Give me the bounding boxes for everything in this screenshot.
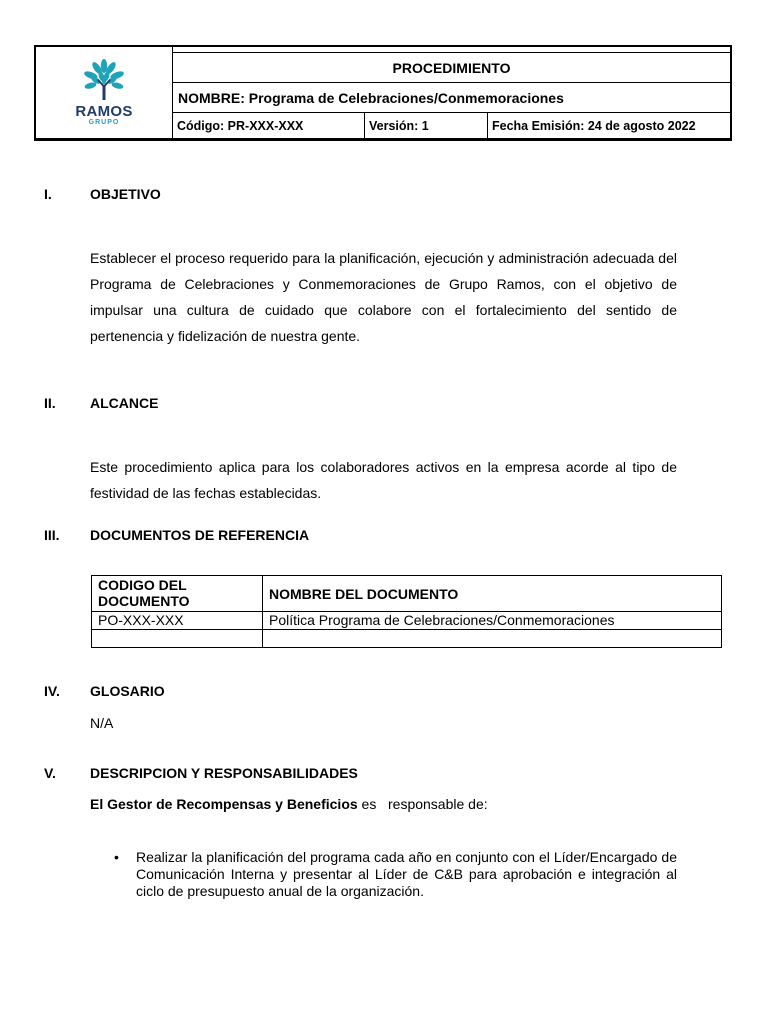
doc-version: Versión: 1 [365, 113, 488, 138]
section-heading-objetivo [44, 186, 161, 202]
doc-type-title: PROCEDIMIENTO [173, 52, 730, 83]
document-header [34, 45, 732, 141]
cell-code: PO-XXX-XXX [92, 612, 263, 630]
doc-issue-date: Fecha Emisión: 24 de agosto 2022 [492, 118, 696, 133]
doc-meta-row [173, 113, 730, 138]
section-title: ALCANCE [90, 395, 159, 411]
section-heading-alcance [44, 395, 158, 411]
cell-name: Política Programa de Celebraciones/Conmemoraciones [263, 612, 722, 630]
cell-code [92, 630, 263, 648]
alcance-text: Este procedimiento aplica para los colaboradores activos en la empresa acorde al tipo de festividad de las fechas establecidas. [90, 459, 677, 501]
section-number: III. [44, 527, 60, 543]
section-title: DESCRIPCION Y RESPONSABILIDADES [90, 765, 358, 781]
section-number: II. [44, 395, 56, 411]
cell-name [263, 630, 722, 648]
section-heading-documentos [44, 527, 309, 543]
responsible-line [90, 796, 488, 812]
section-title: DOCUMENTOS DE REFERENCIA [90, 527, 310, 543]
section-number: I. [44, 186, 52, 202]
company-logo [36, 47, 173, 138]
responsible-suffix: es responsable de: [357, 796, 488, 812]
glosario-text: N/A [90, 715, 114, 731]
responsible-role: El Gestor de Recompensas y Beneficios [90, 796, 358, 812]
section-number: IV. [44, 683, 60, 699]
column-header-name: NOMBRE DEL DOCUMENTO [263, 576, 722, 612]
list-item [114, 849, 677, 900]
table-row [92, 612, 722, 630]
list-item-text: Realizar la planificación del programa cada año en conjunto con el Líder/Encargado de Comunicación Interna y presentar al Líder de C&B para aprobación e integración al ciclo de presupuesto anual de la organización. [136, 849, 677, 899]
logo-brand-text: RAMOS [75, 103, 133, 120]
section-number: V. [44, 765, 56, 781]
column-header-code: CODIGO DEL DOCUMENTO [92, 576, 263, 612]
objetivo-text: Establecer el proceso requerido para la planificación, ejecución y administración adecuada del Programa de Celebraciones y Conmemoraciones de Grupo Ramos, con el objetivo de impulsar una cultura de cuidado que colabore con el fortalecimiento del sentido de pertenencia y fidelización de nuestra gente. [90, 250, 677, 344]
section-heading-descripcion [44, 765, 358, 781]
tree-logo-icon [73, 58, 135, 102]
section-title: OBJETIVO [90, 186, 161, 202]
doc-name: NOMBRE: Programa de Celebraciones/Conmemoraciones [173, 83, 730, 113]
header-info [173, 47, 730, 138]
reference-documents-table [91, 575, 722, 648]
doc-code: Código: PR-XXX-XXX [173, 113, 365, 138]
section-title: GLOSARIO [90, 683, 165, 699]
table-header-row [92, 576, 722, 612]
table-row [92, 630, 722, 648]
logo-sub-text: GRUPO [88, 119, 120, 126]
section-heading-glosario [44, 683, 165, 699]
bullet-icon: • [114, 849, 119, 865]
